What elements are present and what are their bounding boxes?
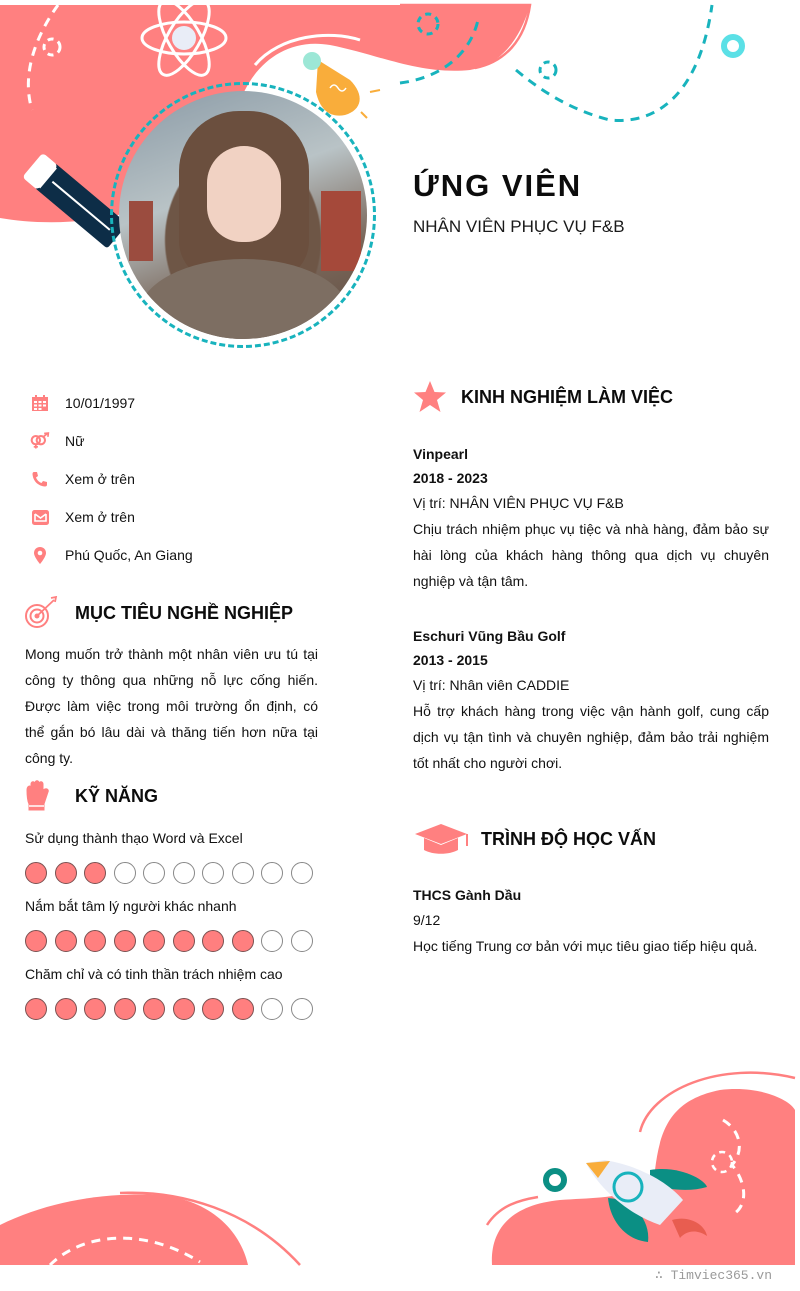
skill-rating	[25, 862, 325, 884]
contact-email	[30, 498, 193, 536]
school-name: THCS Gành Dầu	[413, 887, 522, 903]
work-position: Vị trí: Nhân viên CADDIE	[413, 677, 570, 693]
rating-dot-filled	[232, 998, 254, 1020]
work-position: Vị trí: NHÂN VIÊN PHỤC VỤ F&B	[413, 495, 624, 511]
hand-icon	[24, 780, 58, 812]
contact-info	[30, 384, 193, 574]
rating-dot-empty	[291, 998, 313, 1020]
rating-dot-empty	[173, 862, 195, 884]
experience-heading	[413, 380, 673, 414]
work-description: Chịu trách nhiệm phục vụ tiệc và nhà hàng, đảm bảo sự hài lòng của khách hàng thông qua dịch vụ chuyên nghiệp và tận tâm.	[413, 521, 769, 589]
skill-item	[25, 898, 325, 952]
rating-dot-filled	[55, 930, 77, 952]
rating-dot-filled	[84, 998, 106, 1020]
objective-heading-text: MỤC TIÊU NGHỀ NGHIỆP	[75, 602, 294, 623]
email-value: Xem ở trên	[65, 509, 135, 525]
rating-dot-filled	[202, 998, 224, 1020]
skill-item	[25, 966, 325, 1020]
rating-dot-empty	[114, 862, 136, 884]
rating-dot-filled	[25, 862, 47, 884]
rating-dot-filled	[143, 930, 165, 952]
skills-heading-text: KỸ NĂNG	[75, 785, 159, 806]
education-heading-text: TRÌNH ĐỘ HỌC VẤN	[481, 828, 656, 849]
skills-heading	[24, 780, 158, 812]
job-title: NHÂN VIÊN PHỤC VỤ F&B	[413, 217, 625, 236]
skills-list	[25, 830, 325, 1034]
skill-name: Chăm chỉ và có tinh thần trách nhiệm cao	[25, 966, 283, 982]
watermark: ∴ Timviec365.vn	[654, 1268, 772, 1283]
rating-dot-filled	[25, 998, 47, 1020]
skill-rating	[25, 930, 325, 952]
email-icon	[30, 507, 50, 527]
star-icon	[413, 380, 447, 414]
rating-dot-empty	[291, 930, 313, 952]
contact-address	[30, 536, 193, 574]
rating-dot-filled	[55, 998, 77, 1020]
rating-dot-empty	[261, 862, 283, 884]
rating-dot-empty	[232, 862, 254, 884]
graduation-cap-icon	[413, 822, 469, 856]
birthday-value: 10/01/1997	[65, 395, 136, 411]
rating-dot-filled	[173, 998, 195, 1020]
contact-birthday	[30, 384, 193, 422]
rating-dot-filled	[173, 930, 195, 952]
work-years: 2013 - 2015	[413, 652, 488, 668]
work-description: Hỗ trợ khách hàng trong việc vận hành golf, cung cấp dịch vụ tận tình và chuyên nghiệp, đảm bảo trải nghiệm tốt nhất cho người chơi.	[413, 703, 769, 771]
experience-item	[413, 624, 769, 776]
work-years: 2018 - 2023	[413, 470, 488, 486]
rating-dot-filled	[25, 930, 47, 952]
avatar-container	[110, 82, 376, 348]
rating-dot-filled	[84, 930, 106, 952]
skill-name: Sử dụng thành thạo Word và Excel	[25, 830, 243, 846]
skill-rating	[25, 998, 325, 1020]
experience-heading-text: KINH NGHIỆM LÀM VIỆC	[461, 386, 674, 407]
company-name: Vinpearl	[413, 446, 468, 462]
rating-dot-filled	[55, 862, 77, 884]
gender-icon	[30, 431, 50, 451]
objective-text: Mong muốn trở thành một nhân viên ưu tú tại công ty thông qua những nỗ lực cống hiến. Được làm việc trong môi trường ổn định, có thể gắn bó lâu dài và thăng tiến hơn nữa tại công ty.	[25, 646, 318, 766]
skill-name: Nắm bắt tâm lý người khác nhanh	[25, 898, 237, 914]
candidate-name: ỨNG VIÊN	[413, 168, 583, 203]
gender-value: Nữ	[65, 433, 85, 449]
target-icon	[24, 596, 58, 630]
phone-value: Xem ở trên	[65, 471, 135, 487]
education-grade: 9/12	[413, 912, 441, 928]
rating-dot-empty	[143, 862, 165, 884]
contact-gender	[30, 422, 193, 460]
objective-heading	[24, 596, 293, 630]
rating-dot-filled	[143, 998, 165, 1020]
rating-dot-empty	[261, 998, 283, 1020]
rating-dot-empty	[261, 930, 283, 952]
education-heading	[413, 822, 656, 856]
rating-dot-empty	[202, 862, 224, 884]
education-description: Học tiếng Trung cơ bản với mục tiêu giao tiếp hiệu quả.	[413, 938, 758, 954]
address-value: Phú Quốc, An Giang	[65, 547, 193, 563]
company-name: Eschuri Vũng Bầu Golf	[413, 628, 566, 644]
avatar-dashed-ring	[110, 82, 376, 348]
rating-dot-empty	[291, 862, 313, 884]
experience-item	[413, 442, 769, 594]
phone-icon	[30, 469, 50, 489]
rating-dot-filled	[114, 930, 136, 952]
rating-dot-filled	[114, 998, 136, 1020]
location-pin-icon	[30, 545, 50, 565]
rating-dot-filled	[84, 862, 106, 884]
rating-dot-filled	[202, 930, 224, 952]
calendar-icon	[30, 393, 50, 413]
rating-dot-filled	[232, 930, 254, 952]
education-item	[413, 883, 769, 959]
contact-phone	[30, 460, 193, 498]
skill-item	[25, 830, 325, 884]
